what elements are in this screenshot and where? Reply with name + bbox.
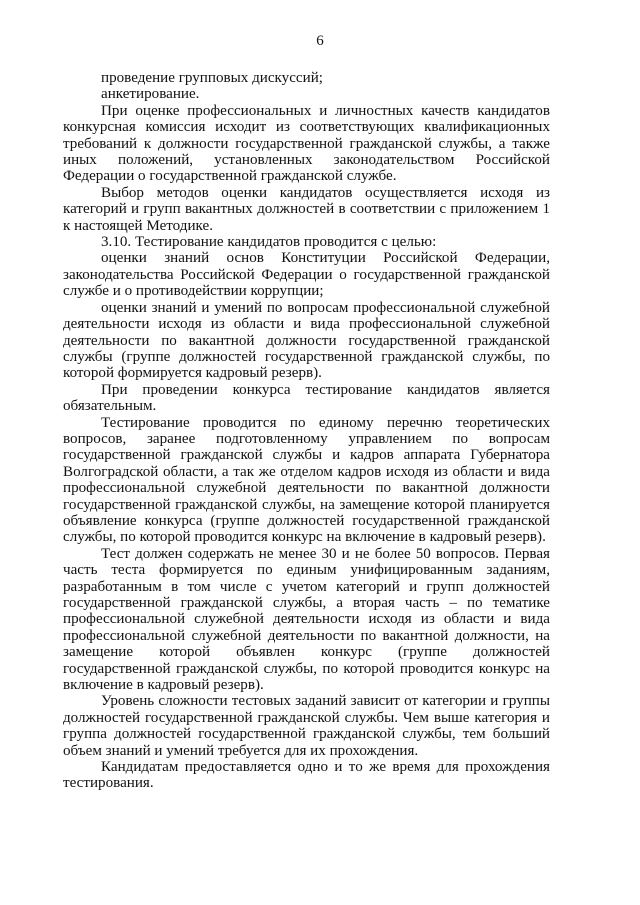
paragraph: Тестирование проводится по единому перечню теоретических вопросов, заранее подготовленному управлением по вопросам государственной гражданской службы и кадров аппарата Губернатора Волгоградской области, а так же отделом кадров исходя из области и вида профессиональной служебной деятельности по вакантной должности государственной гражданской службы, на замещение которой планируется объявление конкурса (группе должностей государственной гражданской службы, по которой проводится конкурс на включение в кадровый резерв). — [63, 414, 550, 546]
paragraph: оценки знаний и умений по вопросам профессиональной служебной деятельности исходя из области и вида профессиональной служебной деятельности по вакантной должности государственной гражданской службы (группе должностей государственной гражданской службы, по которой формируется кадровый резерв). — [63, 299, 550, 382]
paragraph: При проведении конкурса тестирование кандидатов является обязательным. — [63, 381, 550, 415]
paragraph: Тест должен содержать не менее 30 и не более 50 вопросов. Первая часть теста формируется по единым унифицированным заданиям, разработанным в том числе с учетом категорий и групп должностей государственной гражданской службы, а вторая часть – по тематике профессиональной служебной деятельности исходя из области и вида профессиональной служебной деятельности по вакантной должности, на замещение которой объявлен конкурс (группе должностей государственной гражданской службы, по которой проводится конкурс на включение в кадровый резерв). — [63, 545, 550, 694]
paragraph: проведение групповых дискуссий; — [101, 70, 323, 86]
section-heading: 3.10. Тестирование кандидатов проводится с целью: — [101, 234, 437, 251]
paragraph: анкетирование. — [101, 86, 200, 103]
paragraph: оценки знаний основ Конституции Российской Федерации, законодательства Российской Федерации о государственной гражданской службе и о противодействии коррупции; — [63, 250, 550, 300]
paragraph: Кандидатам предоставляется одно и то же время для прохождения тестирования. — [63, 759, 550, 792]
paragraph: При оценке профессиональных и личностных качеств кандидатов конкурсная комиссия исходит из соответствующих квалификационных требований к должности государственной гражданской службы, а также иных положений, установленных законодательством Российской Федерации о государственной гражданской службе. — [63, 102, 550, 185]
page-number: 6 — [316, 33, 324, 49]
paragraph: Выбор методов оценки кандидатов осуществляется исходя из категорий и групп вакантных должностей в соответствии с приложением 1 к настоящей Методике. — [63, 184, 550, 234]
paragraph: Уровень сложности тестовых заданий зависит от категории и группы должностей государственной гражданской службы. Чем выше категория и группа должностей государственной гражданской службы, тем больший объем знаний и умений требуется для их прохождения. — [63, 693, 550, 759]
document-body — [63, 70, 550, 792]
